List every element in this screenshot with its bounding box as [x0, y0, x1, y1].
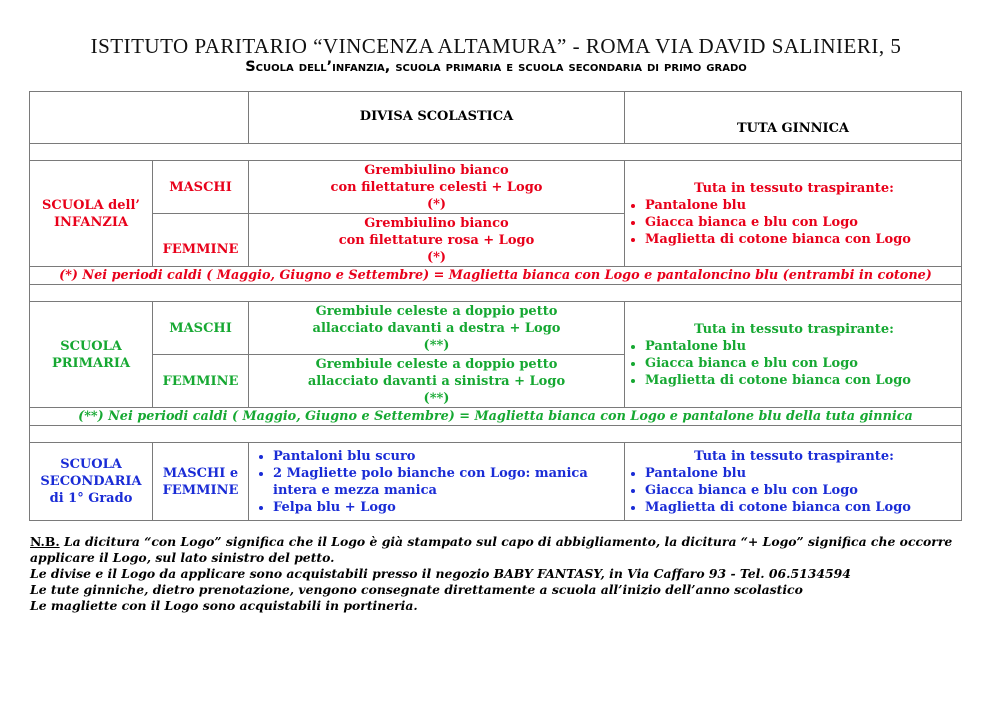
divisa-line: Grembiulino bianco [364, 162, 509, 178]
uniform-table [29, 91, 962, 521]
divisa-line: allacciato davanti a sinistra + Logo [307, 373, 566, 389]
divisa-line: allacciato davanti a destra + Logo [312, 320, 561, 336]
tuta-list [631, 338, 957, 389]
divisa-list [259, 448, 620, 516]
gender-mixed-label: MASCHI e FEMMINE [153, 443, 249, 521]
spacer-row [30, 426, 962, 443]
divisa-line: (**) [423, 337, 450, 353]
tuta-secondaria [625, 443, 962, 521]
list-item: • Giacca bianca e blu con Logo [645, 482, 957, 499]
col-header-divisa: DIVISA SCOLASTICA [249, 92, 625, 144]
gender-maschi-label: MASCHI [153, 161, 249, 214]
list-item: • Pantaloni blu scuro [273, 448, 620, 465]
infanzia-maschi-row [30, 161, 962, 214]
tuta-list [631, 465, 957, 516]
footnote-line: Le divise e il Logo da applicare sono acquistabili presso il negozio BABY FANTASY, in Via Caffaro 93 - Tel. 06.5134594 [30, 566, 851, 581]
list-item: • Pantalone blu [645, 338, 957, 355]
list-item: • Giacca bianca e blu con Logo [645, 214, 957, 231]
footnote-text: La dicitura “con Logo” significa che il Logo è già stampato sul capo di abbigliamento, la dicitura “+ Logo” significa che occorre applicare il Logo, sul lato sinistro del petto. [30, 534, 953, 565]
divisa-line: Grembiulino bianco [364, 215, 509, 231]
footnote-line: Le magliette con il Logo sono acquistabili in portineria. [30, 598, 418, 613]
footnote-block [30, 534, 965, 614]
divisa-line: (*) [426, 196, 447, 212]
gender-femmine-label: FEMMINE [153, 355, 249, 408]
tuta-title: Tuta in tessuto traspirante: [694, 448, 894, 464]
divisa-infanzia-femmine [249, 214, 625, 267]
infanzia-note-row [30, 267, 962, 285]
school-secondaria-label: SCUOLA SECONDARIA di 1° Grado [30, 443, 153, 521]
primaria-note: (**) Nei periodi caldi ( Maggio, Giugno e Settembre) = Maglietta bianca con Logo e pantalone blu della tuta ginnica [30, 408, 962, 426]
tuta-infanzia [625, 161, 962, 267]
divisa-line: (**) [423, 390, 450, 406]
divisa-secondaria [249, 443, 625, 521]
list-item: • Felpa blu + Logo [273, 499, 620, 516]
gender-femmine-label: FEMMINE [153, 214, 249, 267]
list-item: • Pantalone blu [645, 197, 957, 214]
table-header-row [30, 92, 962, 144]
gender-maschi-label: MASCHI [153, 302, 249, 355]
school-primaria-label: SCUOLA PRIMARIA [30, 302, 153, 408]
divisa-line: Grembiule celeste a doppio petto [315, 356, 558, 372]
col-header-tuta: TUTA GINNICA [625, 92, 962, 144]
divisa-line: Grembiule celeste a doppio petto [315, 303, 558, 319]
divisa-primaria-maschi [249, 302, 625, 355]
divisa-line: con filettature celesti + Logo [330, 179, 543, 195]
divisa-line: (*) [426, 249, 447, 265]
list-item: • Maglietta di cotone bianca con Logo [645, 499, 957, 516]
tuta-primaria [625, 302, 962, 408]
divisa-line: con filettature rosa + Logo [338, 232, 535, 248]
nb-label: N.B. [30, 534, 60, 549]
primaria-note-row [30, 408, 962, 426]
list-item: • Maglietta di cotone bianca con Logo [645, 231, 957, 248]
list-item: • Giacca bianca e blu con Logo [645, 355, 957, 372]
tuta-list [631, 197, 957, 248]
infanzia-note: (*) Nei periodi caldi ( Maggio, Giugno e Settembre) = Maglietta bianca con Logo e pantaloncino blu (entrambi in cotone) [30, 267, 962, 285]
school-infanzia-label: SCUOLA dell’ INFANZIA [30, 161, 153, 267]
document-subtitle: Scuola dell’infanzia, scuola primaria e scuola secondaria di primo grado [245, 59, 747, 75]
header-empty-cell [30, 92, 249, 144]
divisa-infanzia-maschi [249, 161, 625, 214]
divisa-primaria-femmine [249, 355, 625, 408]
document-title: ISTITUTO PARITARIO “VINCENZA ALTAMURA” - ROMA VIA DAVID SALINIERI, 5 [90, 34, 902, 58]
secondaria-row [30, 443, 962, 521]
spacer-row [30, 144, 962, 161]
primaria-maschi-row [30, 302, 962, 355]
tuta-title: Tuta in tessuto traspirante: [694, 321, 894, 337]
list-item: • 2 Magliette polo bianche con Logo: manica intera e mezza manica [273, 465, 620, 499]
spacer-row [30, 285, 962, 302]
tuta-title: Tuta in tessuto traspirante: [694, 180, 894, 196]
footnote-line: Le tute ginniche, dietro prenotazione, vengono consegnate direttamente a scuola all’inizio dell’anno scolastico [30, 582, 803, 597]
list-item: • Pantalone blu [645, 465, 957, 482]
list-item: • Maglietta di cotone bianca con Logo [645, 372, 957, 389]
footnote-line [30, 534, 965, 566]
